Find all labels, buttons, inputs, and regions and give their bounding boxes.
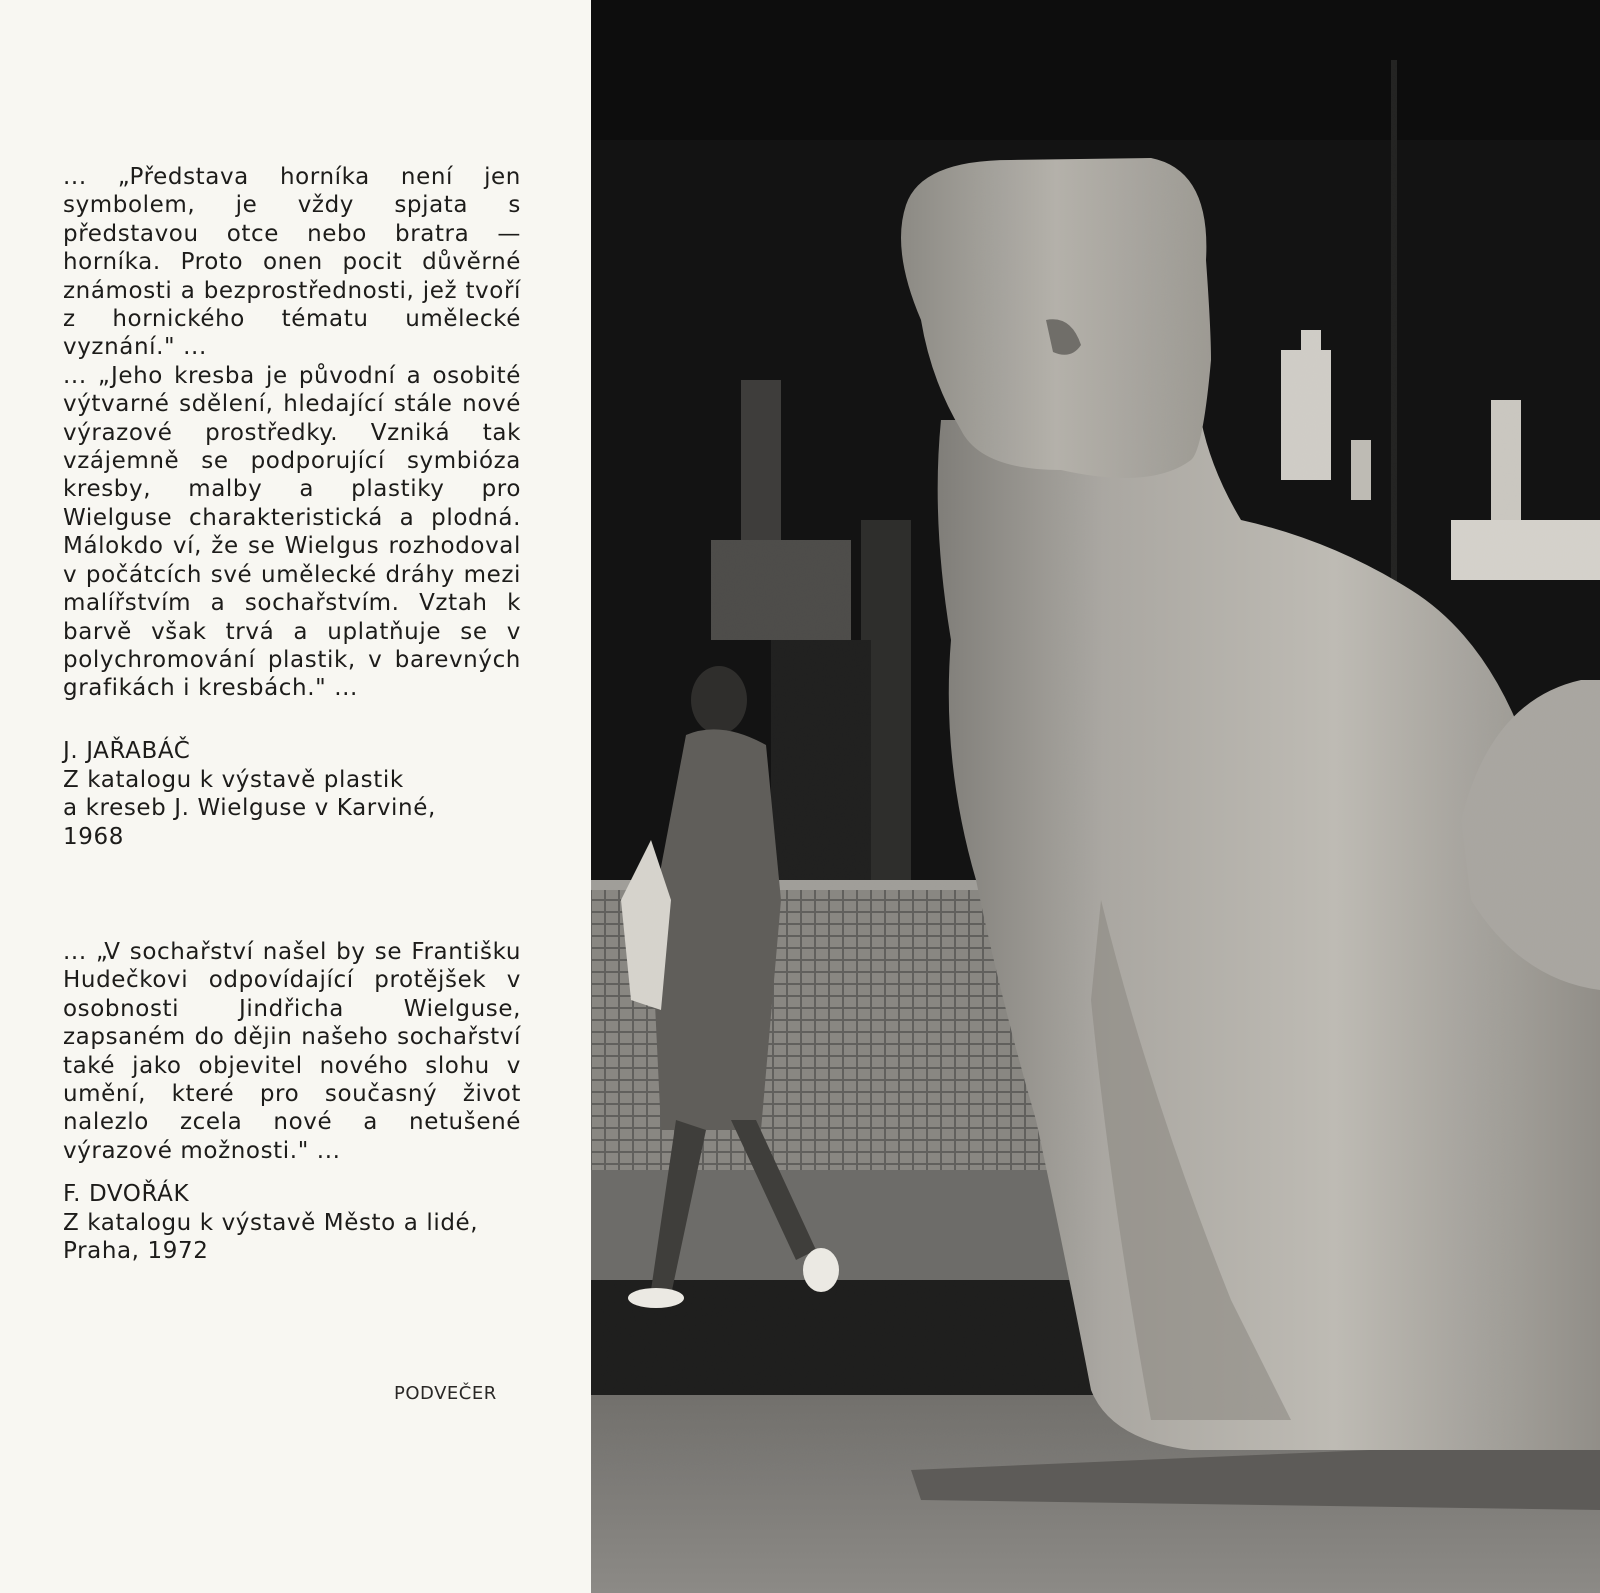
quote-2-attribution	[63, 1180, 523, 1266]
text-page	[0, 0, 593, 1593]
quote-2-source-line-1: Z katalogu k výstavě Město a lidé,	[63, 1209, 479, 1236]
photo-caption: PODVEČER	[394, 1383, 497, 1404]
quote-2-source-line-2: Praha, 1972	[63, 1238, 209, 1265]
quote-1-attribution	[63, 737, 523, 851]
quote-1-source-line-3: 1968	[63, 823, 124, 850]
quote-2-paragraph-1: ... „V sochařství našel by se Františku Hudečkovi odpovídající protějšek v osobnosti Jindřicha Wielguse, zapsaném do dějin našeho sochařství také jako objevitel nového slohu v umění, které pro současný život nalezlo zcela nové a netušené výrazové možnosti." ...	[63, 939, 521, 1164]
quote-1-paragraph-2: ... „Jeho kresba je původní a osobité výtvarné sdělení, hledající stále nové výrazové prostředky. Vzniká tak vzájemně se podporující symbióza kresby, malby a plastiky pro Wielguse charakteristická a plodná. Málokdo ví, že se Wielgus rozhodoval v počátcích své umělecké dráhy mezi malířstvím a sochařstvím. Vztah k barvě však trvá a uplatňuje se v polychromování plastik, v barevných grafikách i kresbách." ...	[63, 362, 521, 702]
quote-2-author: F. DVOŘÁK	[63, 1181, 190, 1207]
quote-1	[63, 163, 521, 703]
quote-1-author: J. JAŘABÁČ	[63, 738, 191, 764]
quote-2	[63, 938, 521, 1165]
quote-1-source-line-1: Z katalogu k výstavě plastik	[63, 766, 404, 793]
quote-1-paragraph-1: ... „Představa horníka není jen symbolem, je vždy spjata s představou otce nebo bratra — horníka. Proto onen pocit důvěrné známosti a bezprostřednosti, jež tvoří z hornického tématu umělecké vyznání." ...	[63, 164, 521, 361]
sculpture-photograph	[591, 0, 1600, 1593]
quote-1-source-line-2: a kreseb J. Wielguse v Karviné,	[63, 795, 436, 822]
